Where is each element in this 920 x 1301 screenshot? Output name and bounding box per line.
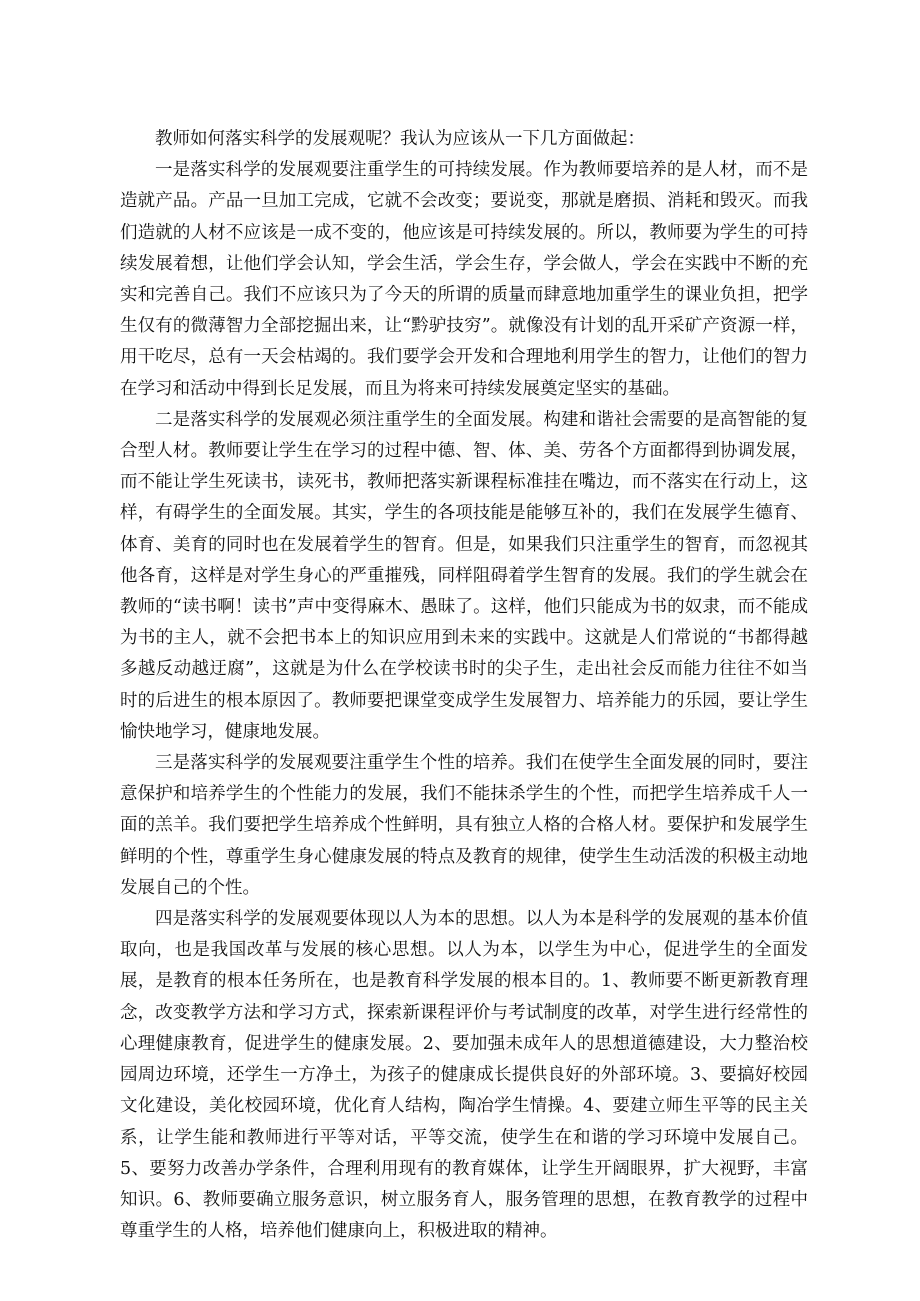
paragraph-all-round-development: 二是落实科学的发展观必须注重学生的全面发展。构建和谐社会需要的是高智能的复合型人材。教师要让学生在学习的过程中德、智、体、美、劳各个方面都得到协调发展，而不能让学生死读书，读死书，教师把落实新课程标准挂在嘴边，而不落实在行动上，这样，有碍学生的全面发展。其实，学生的各项技能是能够互补的，我们在发展学生德育、体育、美育的同时也在发展着学生的智育。但是，如果我们只注重学生的智育，而忽视其他各育，这样是对学生身心的严重摧残，同样阻碍着学生智育的发展。我们的学生就会在教师的“读书啊！读书”声中变得麻木、愚昧了。这样，他们只能成为书的奴隶，而不能成为书的主人，就不会把书本上的知识应用到未来的实践中。这就是人们常说的“书都得越多越反动越迂腐”，这就是为什么在学校读书时的尖子生，走出社会反而能力往往不如当时的后进生的根本原因了。教师要把课堂变成学生发展智力、培养能力的乐园，要让学生愉快地学习，健康地发展。 — [120, 409, 808, 742]
paragraph-people-oriented: 四是落实科学的发展观要体现以人为本的思想。以人为本是科学的发展观的基本价值取向，也是我国改革与发展的核心思想。以人为本，以学生为中心，促进学生的全面发展，是教育的根本任务所在，也是教育科学发展的根本目的。1、教师要不断更新教育理念，改变教学方法和学习方式，探索新课程评价与考试制度的改革，对学生进行经常性的心理健康教育，促进学生的健康发展。2、要加强未成年人的思想道德建设，大力整治校园周边环境，还学生一方净土，为孩子的健康成长提供良好的外部环境。3、要搞好校园文化建设，美化校园环境，优化育人结构，陶冶学生情操。4、要建立师生平等的民主关系，让学生能和教师进行平等对话，平等交流，使学生在和谐的学习环境中发展自己。5、要努力改善办学条件，合理利用现有的教育媒体，让学生开阔眼界，扩大视野，丰富知识。6、教师要确立服务意识，树立服务育人，服务管理的思想，在教育教学的过程中尊重学生的人格，培养他们健康向上，积极进取的精神。 — [120, 909, 808, 1242]
intro-paragraph: 教师如何落实科学的发展观呢？我认为应该从一下几方面做起： — [155, 129, 645, 149]
paragraph-sustainable-development: 一是落实科学的发展观要注重学生的可持续发展。作为教师要培养的是人材，而不是造就产品。产品一旦加工完成，它就不会改变；要说变，那就是磨损、消耗和毁灭。而我们造就的人材不应该是一成不变的，他应该是可持续发展的。所以，教师要为学生的可持续发展着想，让他们学会认知，学会生活，学会生存，学会做人，学会在实践中不断的充实和完善自己。我们不应该只为了今天的所谓的质量而肆意地加重学生的课业负担，把学生仅有的微薄智力全部挖掘出来，让“黔驴技穷”。就像没有计划的乱开采矿产资源一样，用干吃尽，总有一天会枯竭的。我们要学会开发和合理地利用学生的智力，让他们的智力在学习和活动中得到长足发展，而且为将来可持续发展奠定坚实的基础。 — [120, 160, 808, 399]
paragraph-individuality: 三是落实科学的发展观要注重学生个性的培养。我们在使学生全面发展的同时，要注意保护和培养学生的个性能力的发展，我们不能抹杀学生的个性，而把学生培养成千人一面的羔羊。我们要把学生培养成个性鲜明，具有独立人格的合格人材。要保护和发展学生鲜明的个性，尊重学生身心健康发展的特点及教育的规律，使学生生动活泼的积极主动地发展自己的个性。 — [120, 753, 808, 898]
document-body — [120, 124, 808, 1247]
